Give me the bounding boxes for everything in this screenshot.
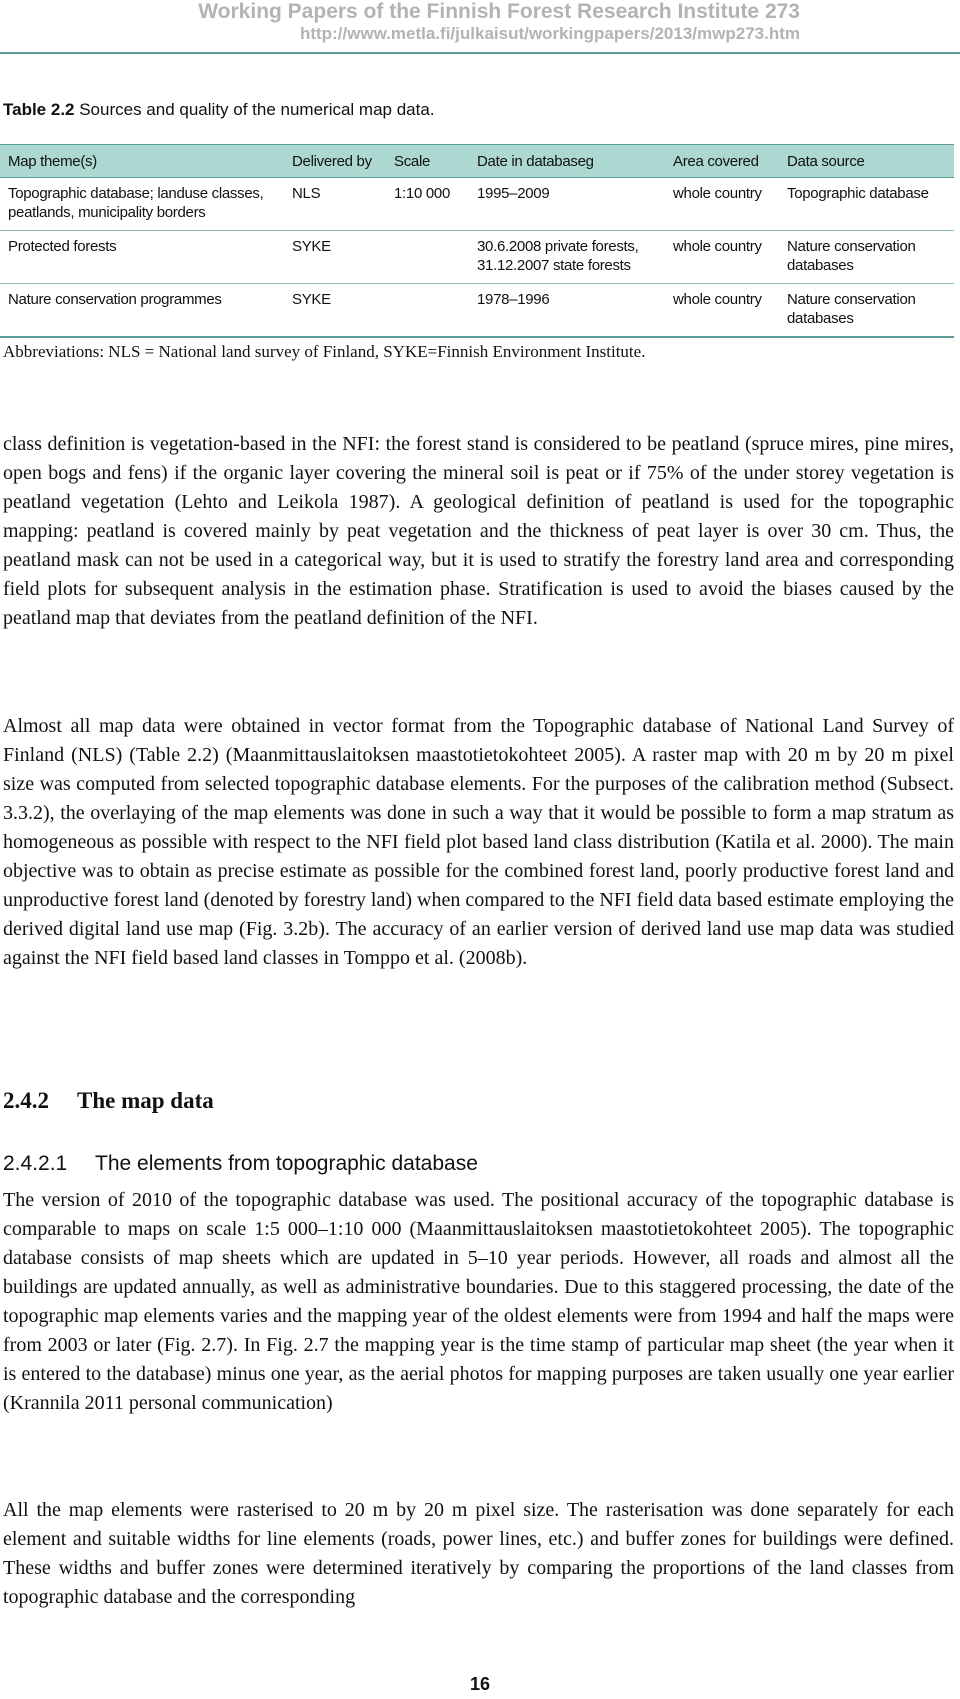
table-header-row [0, 145, 954, 178]
paragraph-text: The version of 2010 of the topographic database was used. The positional accuracy of the topographic database is comparable to maps on scale 1:5 000–1:10 000 (Maanmittauslaitoksen maastotietokohteet 2005). The topographic database consists of map sheets which are updated in 5–10 year periods. However, all roads and almost all the buildings are updated annually, as well as administrative boundaries. Due to this staggered processing, the date of the topographic map elements varies and the mapping year of the oldest elements were from 1994 and half the maps were from 2003 or later (Fig. 2.7). In Fig. 2.7 the mapping year is the time stamp of particular map sheet (the year when it is entered to the database) minus one year, as the aerial photos for mapping purposes are taken usually one year earlier (Krannila 2011 personal communication) [3, 1189, 954, 1414]
table-cell: whole country [665, 178, 779, 231]
table-cell [386, 284, 469, 338]
table-row [0, 178, 954, 231]
table-cell: Topographic database; landuse classes, peatlands, municipality borders [0, 178, 284, 231]
table-cell [386, 231, 469, 284]
table-caption-label: Table 2.2 [3, 100, 75, 119]
table-cell: 1:10 000 [386, 178, 469, 231]
subsection-number: 2.4.2.1 [3, 1152, 68, 1175]
table-cell: Protected forests [0, 231, 284, 284]
column-header: Area covered [665, 145, 779, 178]
column-header: Scale [386, 145, 469, 178]
table-cell: Topographic database [779, 178, 954, 231]
header-rule [0, 52, 960, 54]
table-row [0, 231, 954, 284]
table-cell: 30.6.2008 private forests, 31.12.2007 state forests [469, 231, 665, 284]
table-cell: whole country [665, 231, 779, 284]
subsection-heading [3, 1152, 478, 1176]
series-title: Working Papers of the Finnish Forest Research Institute 273 [198, 0, 800, 23]
table-abbreviations: Abbreviations: NLS = National land survey of Finland, SYKE=Finnish Environment Institute. [3, 342, 646, 361]
map-data-table [0, 144, 954, 338]
body-paragraph-4 [3, 1496, 954, 1612]
table-cell: Nature conservation databases [779, 284, 954, 338]
running-header [198, 0, 800, 44]
section-title: The map data [77, 1088, 214, 1113]
table-cell: 1978–1996 [469, 284, 665, 338]
body-paragraph-3 [3, 1186, 954, 1418]
page-number: 16 [469, 1674, 491, 1694]
table-cell: whole country [665, 284, 779, 338]
column-header: Data source [779, 145, 954, 178]
paragraph-text: Almost all map data were obtained in vector format from the Topographic database of National Land Survey of Finland (NLS) (Table 2.2) (Maanmittauslaitoksen maastotietokohteet 2005). A raster map with 20 m by 20 m pixel size was computed from selected topographic database elements. For the purposes of the calibration method (Subsect. 3.3.2), the overlaying of the map elements was done in such a way that it would be possible to form a map stratum as homogeneous as possible with respect to the NFI field plot based land class distribution (Katila et al. 2000). The main objective was to obtain as precise estimate as possible for the combined forest land, poorly productive forest land and unproductive forest land (denoted by forestry land) when compared to the NFI field data based estimate employing the derived digital land use map (Fig. 3.2b). The accuracy of an earlier version of derived land use map data was studied against the NFI field based land classes in Tomppo et al. (2008b). [3, 715, 954, 969]
table-cell: 1995–2009 [469, 178, 665, 231]
paragraph-text: All the map elements were rasterised to 20 m by 20 m pixel size. The rasterisation was done separately for each element and suitable widths for line elements (roads, power lines, etc.) and buffer zones for buildings were defined. These widths and buffer zones were determined iteratively by comparing the proportions of the land classes from topographic database and the corresponding [3, 1499, 954, 1608]
table-cell: SYKE [284, 231, 386, 284]
table-cell: Nature conservation databases [779, 231, 954, 284]
section-number: 2.4.2 [3, 1088, 49, 1113]
body-paragraph-1 [3, 430, 954, 633]
table-cell: SYKE [284, 284, 386, 338]
subsection-title: The elements from topographic database [95, 1152, 478, 1175]
paragraph-text: class definition is vegetation-based in the NFI: the forest stand is considered to be peatland (spruce mires, pine mires, open bogs and fens) if the organic layer covering the mineral soil is peat or if 75% of the under storey vegetation is peatland vegetation (Lehto and Leikola 1987). A geological definition of peatland is used for the topographic mapping: peatland is covered mainly by peat vegetation and the thickness of peat layer is over 30 cm. Thus, the peatland mask can not be used in a categorical way, but it is used to stratify the forestry land area and corresponding field plots for subsequent analysis in the estimation phase. Stratification is used to avoid the biases caused by the peatland map that deviates from the peatland definition of the NFI. [3, 433, 954, 629]
table-row [0, 284, 954, 338]
body-paragraph-2 [3, 712, 954, 973]
series-url: http://www.metla.fi/julkaisut/workingpapers/2013/mwp273.htm [299, 24, 800, 43]
table-caption [3, 100, 435, 120]
table-caption-text: Sources and quality of the numerical map data. [74, 100, 435, 119]
column-header: Map theme(s) [0, 145, 284, 178]
column-header: Delivered by [284, 145, 386, 178]
table-cell: Nature conservation programmes [0, 284, 284, 338]
column-header: Date in databaseg [469, 145, 665, 178]
table-cell: NLS [284, 178, 386, 231]
section-heading [3, 1088, 214, 1114]
